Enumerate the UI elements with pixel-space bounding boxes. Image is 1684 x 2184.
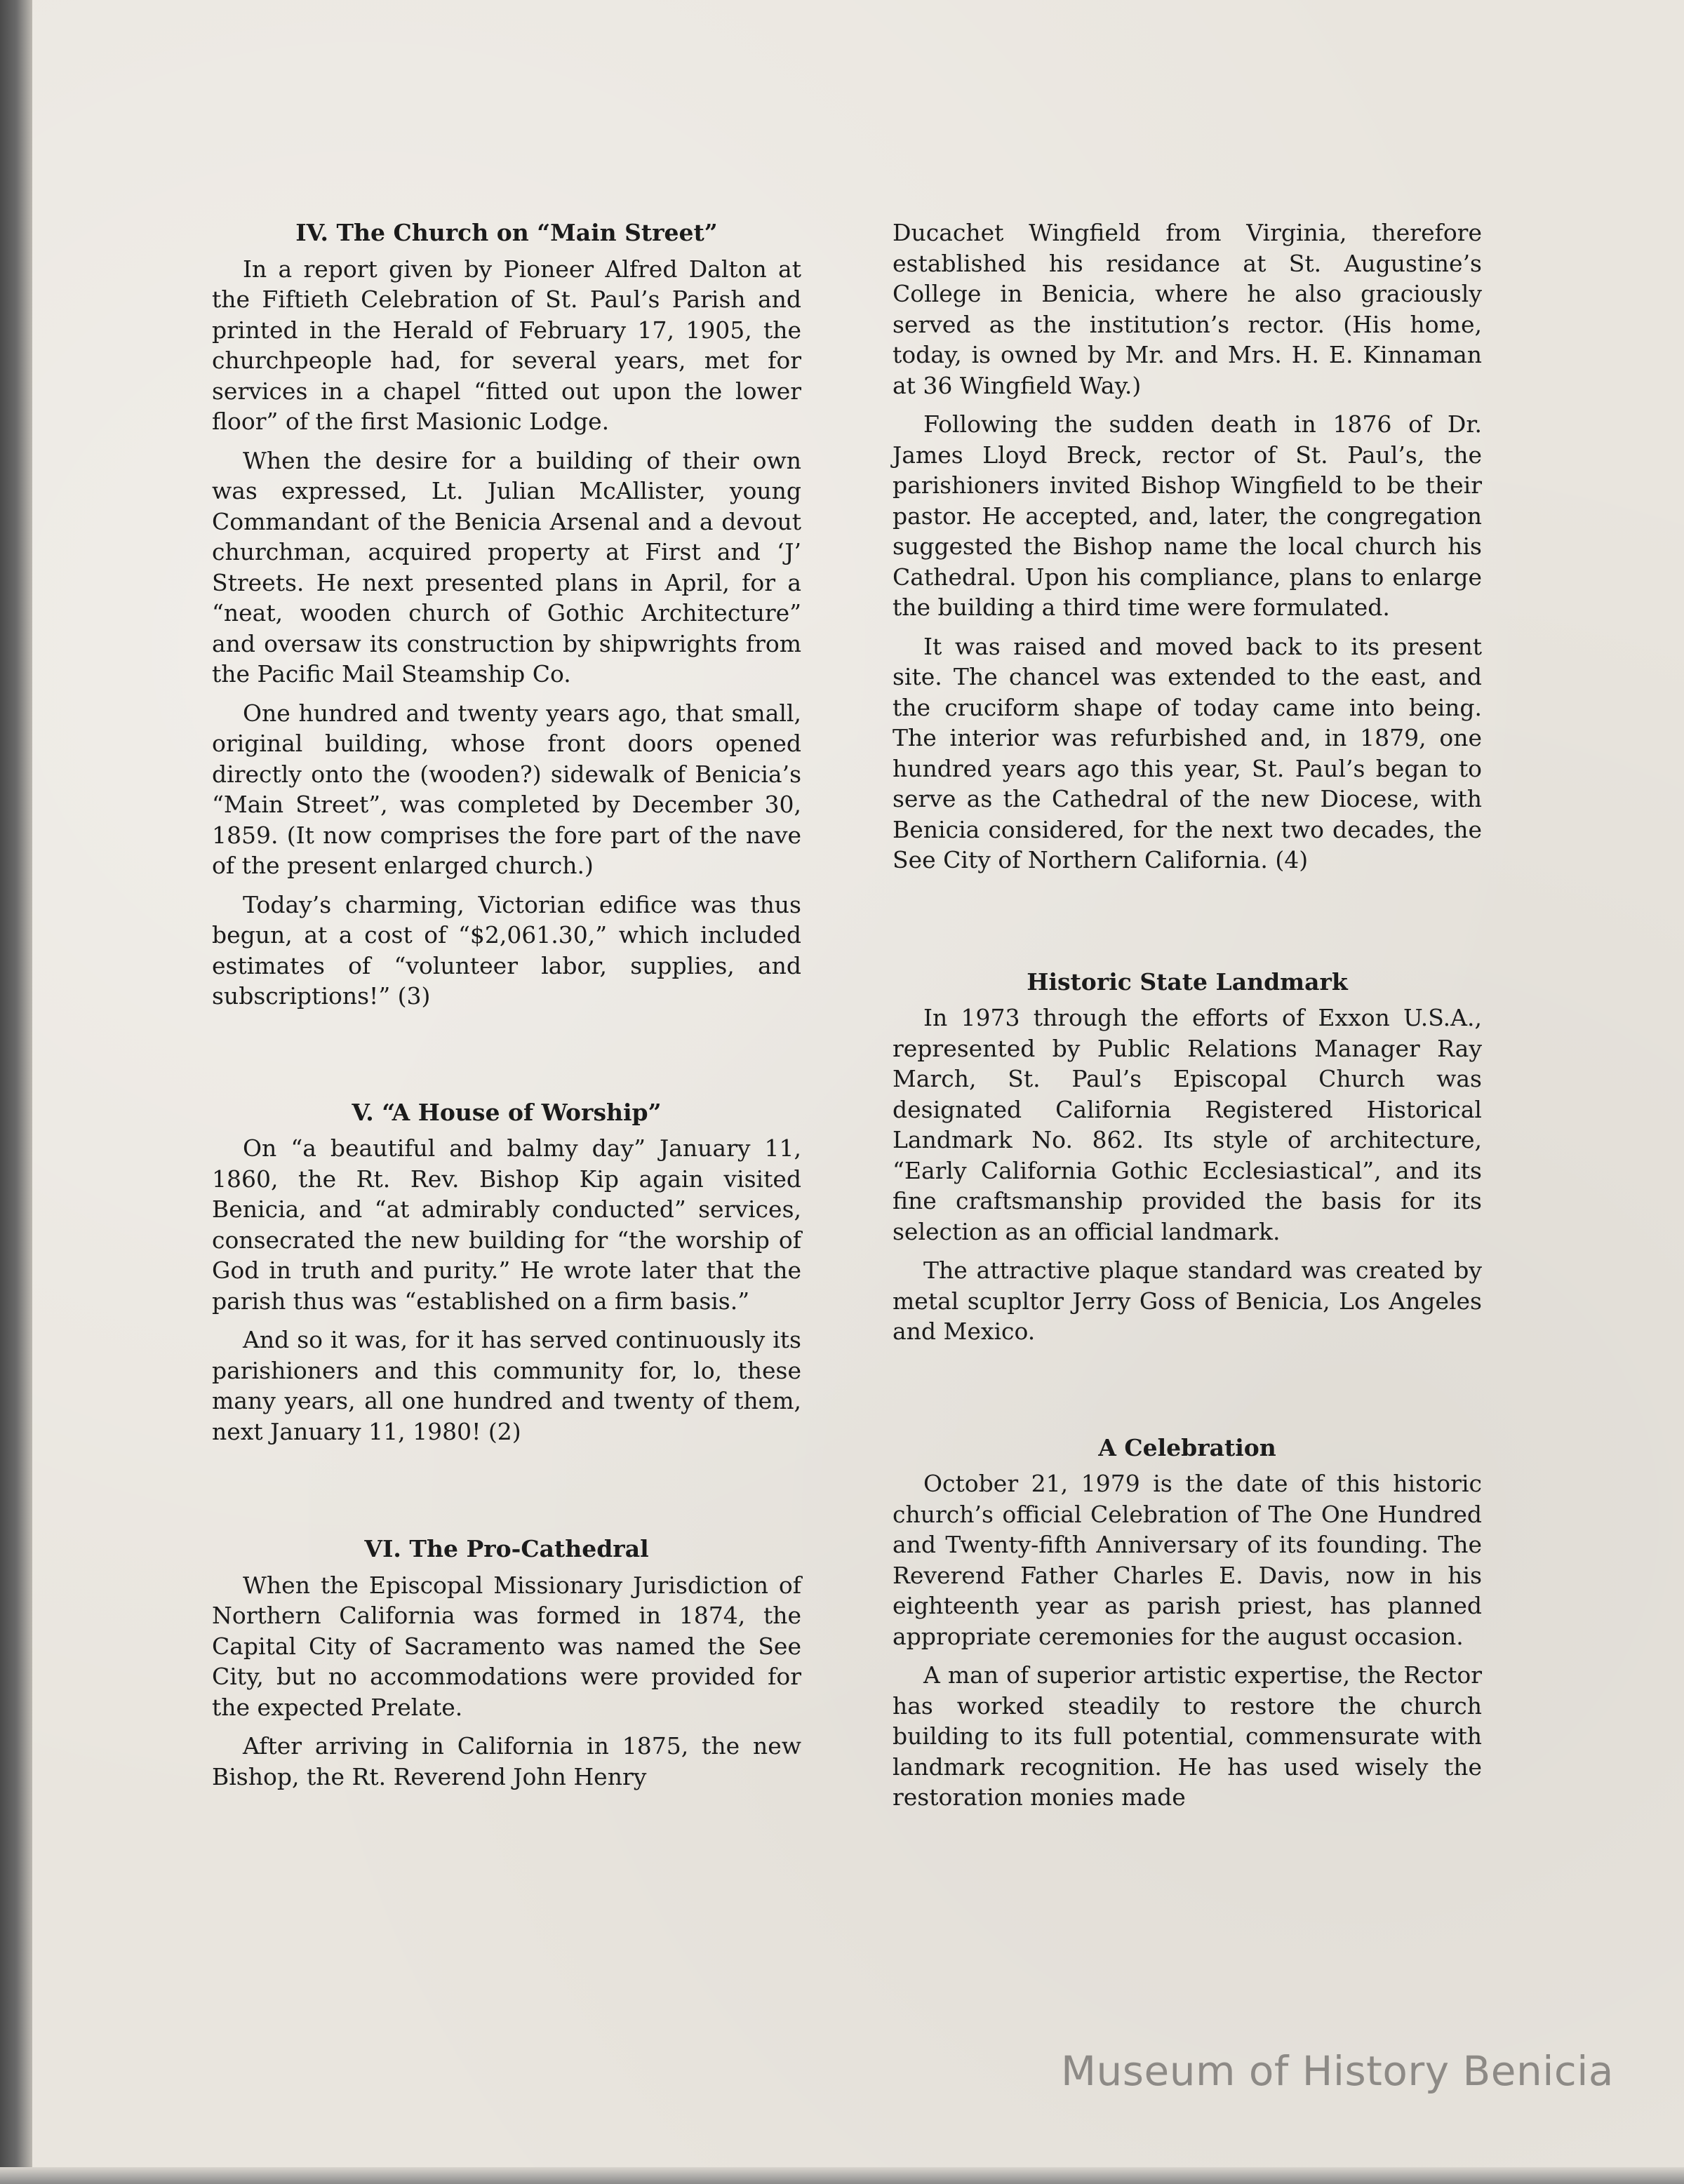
section-spacer [212,1020,801,1097]
section-v-paragraph-1: On “a beautiful and balmy day” January 11, 1860, the Rt. Rev. Bishop Kip again visited Benicia, and “at admirably conducted” services, consecrated the new building for “the worship of God in truth and purity.” He wrote later that the parish thus was “established on a firm basis.” [212,1134,801,1315]
section-iv-paragraph-1: In a report given by Pioneer Alfred Dalton at the Fiftieth Celebration of St. Paul’s Parish and printed in the Herald of February 17, 1905, the churchpeople had, for several years, met for services in a chapel “fitted out upon the lower floor” of the first Masionic Lodge. [212,255,801,435]
scan-bottom-edge [0,2167,1684,2184]
section-vi-heading: VI. The Pro-Cathedral [364,1535,649,1562]
landmark-paragraph-2: The attractive plaque standard was created by metal scupltor Jerry Goss of Benicia, Los Angeles and Mexico. [893,1257,1482,1345]
section-v-heading: V. “A House of Worship” [352,1098,662,1126]
section-spacer [893,1355,1482,1433]
celebration-paragraph-1: October 21, 1979 is the date of this historic church’s official Celebration of The One Hundred and Twenty-fifth Anniversary of its founding. The Reverend Father Charles E. Davis, now in his eighteenth year as parish priest, has planned appropriate ceremonies for the august occasion. [893,1470,1482,1650]
right-column [893,217,1482,1821]
celebration-paragraph-2: A man of superior artistic expertise, the Rector has worked steadily to restore the church building to its full potential, commensurate with landmark recognition. He has used wisely the restoration monies made [893,1661,1482,1811]
section-iv-paragraph-2: When the desire for a building of their own was expressed, Lt. Julian McAllister, young Commandant of the Benicia Arsenal and a devout churchman, acquired property at First and ‘J’ Streets. He next presented plans in April, for a “neat, wooden church of Gothic Architecture” and oversaw its construction by shipwrights from the Pacific Mail Steamship Co. [212,446,801,688]
section-v-paragraph-2: And so it was, for it has served continuously its parishioners and this community for, lo, these many years, all one hundred and twenty of them, next January 11, 1980! (2) [212,1326,801,1445]
landmark-paragraph-1: In 1973 through the efforts of Exxon U.S.A., represented by Public Relations Manager Ray March, St. Paul’s Episcopal Church was designated California Registered Historical Landmark No. 862. Its style of architecture, “Early California Gothic Ecclesiastical”, and its fine craftsmanship provided the basis for its selection as an official landmark. [893,1004,1482,1245]
section-vi-paragraph-2: After arriving in California in 1875, the new Bishop, the Rt. Reverend John Henry [212,1732,801,1790]
section-iv-paragraph-3: One hundred and twenty years ago, that small, original building, whose front doors opened directly onto the (wooden?) sidewalk of Benicia’s “Main Street”, was completed by December 30, 1859. (It now comprises the fore part of the nave of the present enlarged church.) [212,699,801,879]
celebration-heading: A Celebration [1098,1433,1276,1461]
section-spacer [893,884,1482,967]
museum-watermark: Museum of History Benicia [1061,2047,1614,2095]
continuation-paragraph-3: It was raised and moved back to its present site. The chancel was extended to the east, and the cruciform shape of today came into being. The interior was refurbished and, in 1879, one hundred years ago this year, St. Paul’s began to serve as the Cathedral of the new Diocese, with Benicia considered, for the next two decades, the See City of Northern California. (4) [893,632,1482,873]
section-iv-paragraph-4: Today’s charming, Victorian edifice was thus begun, at a cost of “$2,061.30,” which included estimates of “volunteer labor, supplies, and subscriptions!” (3) [212,890,801,1010]
scan-binding-edge [0,0,32,2184]
continuation-paragraph-2: Following the sudden death in 1876 of Dr. James Lloyd Breck, rector of St. Paul’s, the parishioners invited Bishop Wingfield to be their pastor. He accepted, and, later, the congregation suggested the Bishop name the local church his Cathedral. Upon his compliance, plans to enlarge the building a third time were formulated. [893,410,1482,621]
landmark-heading: Historic State Landmark [1027,967,1348,996]
continuation-paragraph-1: Ducachet Wingfield from Virginia, therefore established his residance at St. Augustine’s College in Benicia, where he also graciously served as the institution’s rector. (His home, today, is owned by Mr. and Mrs. H. E. Kinnaman at 36 Wingfield Way.) [893,219,1482,399]
section-spacer [212,1455,801,1534]
section-iv-heading: IV. The Church on “Main Street” [295,219,718,246]
left-column [212,217,801,1800]
section-vi-paragraph-1: When the Episcopal Missionary Jurisdiction of Northern California was formed in 1874, the Capital City of Sacramento was named the See City, but no accommodations were provided for the expected Prelate. [212,1571,801,1721]
